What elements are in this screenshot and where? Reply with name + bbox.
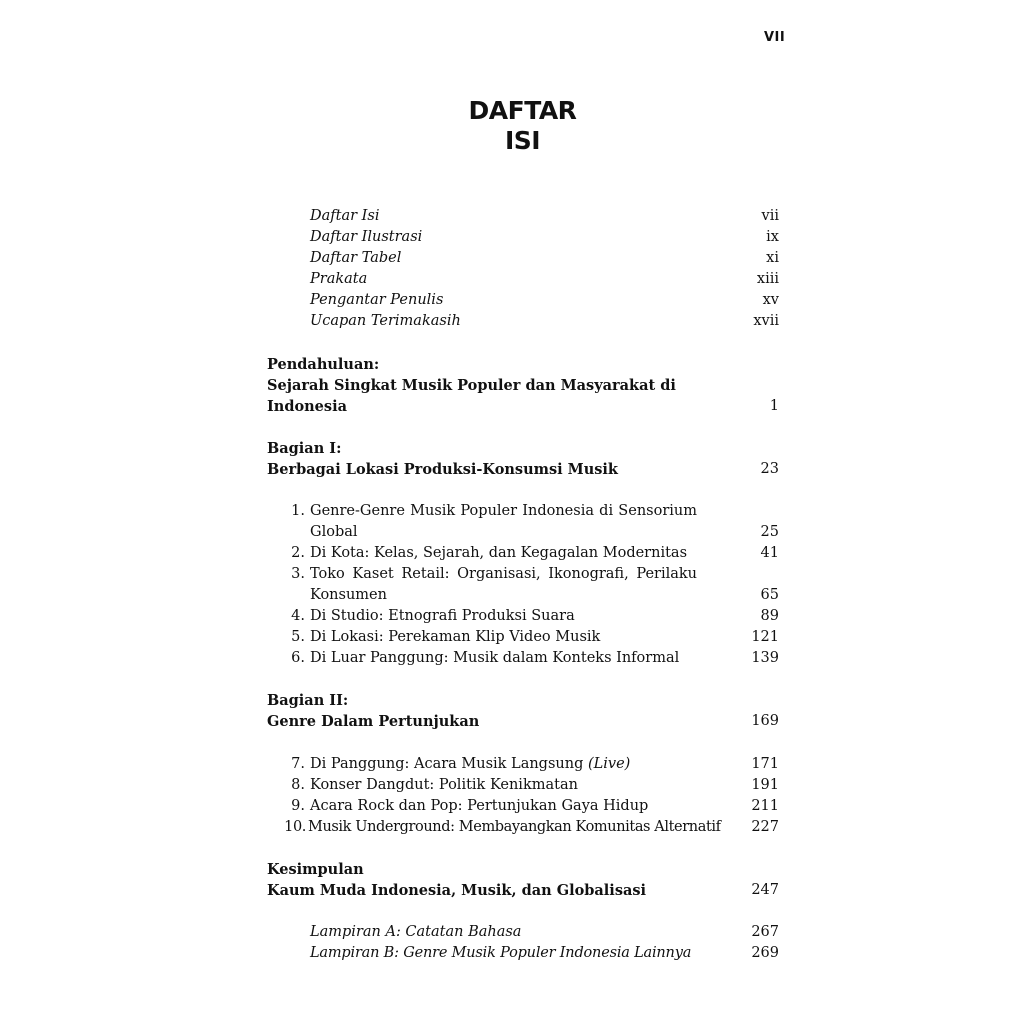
chapter-title-cont: Global xyxy=(310,524,358,540)
part1-title xyxy=(0,459,1024,480)
chapter-number: 1. xyxy=(291,503,305,519)
chapter-title: Konser Dangdut: Politik Kenikmatan xyxy=(310,777,578,793)
chapter-number: 5. xyxy=(291,629,305,645)
chapter-entry xyxy=(0,606,1024,627)
part2-title xyxy=(0,711,1024,732)
chapter-number: 9. xyxy=(291,798,305,814)
toc-entry-front xyxy=(0,206,1024,227)
toc-entry-page: vii xyxy=(761,208,779,224)
chapter-title: Toko Kaset Retail: Organisasi, Ikonografi, Perilaku xyxy=(310,566,697,582)
chapter-entry xyxy=(0,775,1024,796)
chapter-page: 89 xyxy=(760,608,779,624)
toc-entry-label: Daftar Ilustrasi xyxy=(310,229,423,245)
toc-entry-label: Daftar Isi xyxy=(310,208,380,224)
chapter-number: 3. xyxy=(291,566,305,582)
part1-heading-label: Bagian I: xyxy=(267,440,342,457)
appendix-entry xyxy=(0,922,1024,943)
appendix-page: 267 xyxy=(751,924,779,940)
chapter-number: 2. xyxy=(291,545,305,561)
toc-entry-label: Prakata xyxy=(310,271,368,287)
conclusion-heading xyxy=(0,859,1024,880)
part2-title-label: Genre Dalam Pertunjukan xyxy=(267,713,480,730)
toc-entry-label: Daftar Tabel xyxy=(310,250,402,266)
chapter-title: Musik Underground: Membayangkan Komunitas Alternatif xyxy=(308,819,721,835)
toc-entry-label: Pengantar Penulis xyxy=(310,292,444,308)
chapter-title: Di Kota: Kelas, Sejarah, dan Kegagalan Modernitas xyxy=(310,545,688,561)
chapter-title xyxy=(310,754,630,775)
toc-entry-front xyxy=(0,248,1024,269)
chapter-title-italic: (Live) xyxy=(587,756,631,772)
part2-heading-label: Bagian II: xyxy=(267,692,349,709)
chapter-page: 211 xyxy=(751,798,779,814)
chapter-title: Di Studio: Etnografi Produksi Suara xyxy=(310,608,575,624)
chapter-page: 227 xyxy=(751,819,779,835)
conclusion-title xyxy=(0,880,1024,901)
conclusion-page: 247 xyxy=(751,882,779,898)
page-title xyxy=(0,96,1024,156)
appendix-label: Lampiran B: Genre Musik Populer Indonesia Lainnya xyxy=(310,945,692,961)
chapter-entry-cont xyxy=(0,585,1024,606)
chapter-entry xyxy=(0,564,1024,585)
chapter-title: Acara Rock dan Pop: Pertunjukan Gaya Hidup xyxy=(310,798,649,814)
chapter-number: 8. xyxy=(291,777,305,793)
chapter-page: 65 xyxy=(760,587,779,603)
chapter-page: 139 xyxy=(751,650,779,666)
chapter-title-text: Di Panggung: Acara Musik Langsung xyxy=(310,756,584,772)
intro-heading xyxy=(0,354,1024,375)
intro-heading-label: Pendahuluan: xyxy=(267,356,380,373)
chapter-page: 121 xyxy=(751,629,779,645)
chapter-entry xyxy=(0,627,1024,648)
part1-page: 23 xyxy=(760,461,779,477)
chapter-entry xyxy=(0,543,1024,564)
intro-title-label: Indonesia xyxy=(267,398,347,415)
intro-title-line-1 xyxy=(0,375,1024,396)
toc-entry-page: xiii xyxy=(756,271,779,287)
conclusion-title-label: Kaum Muda Indonesia, Musik, dan Globalisasi xyxy=(267,882,647,899)
chapter-title: Di Luar Panggung: Musik dalam Konteks Informal xyxy=(310,650,680,666)
intro-title-line-2 xyxy=(0,396,1024,417)
intro-page: 1 xyxy=(769,398,779,414)
toc-entry-page: ix xyxy=(766,229,779,245)
chapter-number: 10. xyxy=(284,819,306,835)
chapter-page: 41 xyxy=(760,545,779,561)
title-line-1: DAFTAR xyxy=(468,96,577,125)
part1-heading xyxy=(0,438,1024,459)
chapter-entry xyxy=(0,648,1024,669)
chapter-number: 4. xyxy=(291,608,305,624)
chapter-title: Di Lokasi: Perekaman Klip Video Musik xyxy=(310,629,601,645)
toc-entry-page: xvii xyxy=(753,313,779,329)
part1-title-label: Berbagai Lokasi Produksi-Konsumsi Musik xyxy=(267,461,618,478)
appendix-label: Lampiran A: Catatan Bahasa xyxy=(310,924,522,940)
chapter-page: 171 xyxy=(751,756,779,772)
toc-entry-front xyxy=(0,269,1024,290)
chapter-entry xyxy=(0,501,1024,522)
title-line-2: ISI xyxy=(504,126,541,155)
chapter-page: 191 xyxy=(751,777,779,793)
page-number: VII xyxy=(764,30,786,45)
chapter-entry xyxy=(0,817,1024,838)
chapter-entry-cont xyxy=(0,522,1024,543)
toc-entry-front xyxy=(0,311,1024,332)
toc-entry-page: xv xyxy=(762,292,779,308)
chapter-number: 6. xyxy=(291,650,305,666)
conclusion-heading-label: Kesimpulan xyxy=(267,861,364,878)
chapter-number: 7. xyxy=(291,756,305,772)
chapter-entry xyxy=(0,796,1024,817)
intro-title-label: Sejarah Singkat Musik Populer dan Masyarakat di xyxy=(267,377,676,394)
toc-entry-front xyxy=(0,227,1024,248)
part2-page: 169 xyxy=(751,713,779,729)
chapter-title-cont: Konsumen xyxy=(310,587,387,603)
chapter-page: 25 xyxy=(760,524,779,540)
toc-entry-front xyxy=(0,290,1024,311)
part2-heading xyxy=(0,690,1024,711)
appendix-entry xyxy=(0,943,1024,964)
appendix-page: 269 xyxy=(751,945,779,961)
chapter-title: Genre-Genre Musik Populer Indonesia di Sensorium xyxy=(310,503,697,519)
chapter-entry xyxy=(0,754,1024,775)
toc-entry-label: Ucapan Terimakasih xyxy=(310,313,461,329)
toc-entry-page: xi xyxy=(766,250,779,266)
